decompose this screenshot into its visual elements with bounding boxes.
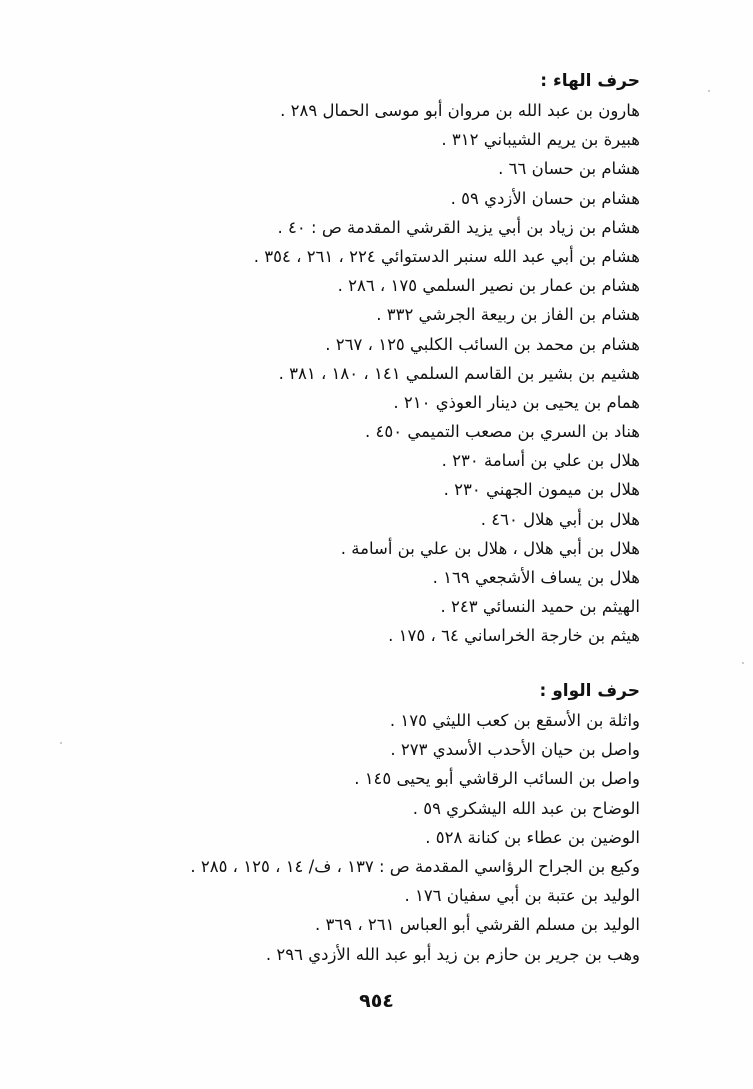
- index-entry: هناد بن السري بن مصعب التميمي ٤٥٠ .: [365, 422, 640, 442]
- index-entry: هلال بن أبي هلال ، هلال بن علي بن أسامة .: [340, 538, 640, 558]
- index-entry: الوليد بن عتبة بن أبي سفيان ١٧٦ .: [404, 886, 640, 906]
- index-entry: هشام بن حسان ٦٦ .: [498, 159, 640, 179]
- index-entry: هشام بن حسان الأزدي ٥٩ .: [450, 188, 640, 208]
- paper-speck: [742, 662, 744, 664]
- index-entry: هشام بن الفاز بن ربيعة الجرشي ٣٣٢ .: [376, 305, 640, 325]
- paper-speck: [60, 742, 62, 744]
- index-entry: الوليد بن مسلم القرشي أبو العباس ٢٦١ ، ٣٦٩ .: [314, 915, 640, 935]
- section-heading-waw: حرف الواو :: [539, 681, 640, 701]
- section-ha: [100, 66, 640, 651]
- index-entry: هشام بن أبي عبد الله سنبر الدستوائي ٢٢٤ ، ٢٦١ ، ٣٥٤ .: [253, 246, 640, 266]
- index-entry: هشام بن زياد بن أبي يزيد القرشي المقدمة ص : ٤٠ .: [277, 217, 640, 237]
- index-entry: واصل بن حيان الأحدب الأسدي ٢٧٣ .: [390, 740, 640, 760]
- index-entry: هيثم بن خارجة الخراساني ٦٤ ، ١٧٥ .: [388, 626, 640, 646]
- section-heading-ha: حرف الهاء :: [540, 71, 640, 91]
- index-entry: هلال بن ميمون الجهني ٢٣٠ .: [443, 480, 640, 500]
- index-entry: واثلة بن الأسقع بن كعب الليثي ١٧٥ .: [389, 711, 640, 730]
- index-entry: الوضين بن عطاء بن كنانة ٥٢٨ .: [425, 827, 640, 847]
- index-entry: هلال بن علي بن أسامة ٢٣٠ .: [441, 451, 640, 471]
- index-entry: همام بن يحيى بن دينار العوذي ٢١٠ .: [393, 392, 640, 412]
- section-waw: [100, 676, 640, 969]
- index-entry: هشام بن محمد بن السائب الكلبي ١٢٥ ، ٢٦٧ .: [325, 334, 640, 354]
- index-entry: هبيرة بن يريم الشيباني ٣١٢ .: [441, 130, 640, 150]
- index-entry: واصل بن السائب الرقاشي أبو يحيى ١٤٥ .: [354, 769, 640, 789]
- index-entry: الوضاح بن عبد الله اليشكري ٥٩ .: [412, 798, 640, 818]
- index-entry: هشام بن عمار بن نصير السلمي ١٧٥ ، ٢٨٦ .: [337, 276, 640, 296]
- index-entry: وكيع بن الجراح الرؤاسي المقدمة ص : ١٣٧ ، ف/ ١٤ ، ١٢٥ ، ٢٨٥ .: [190, 856, 640, 876]
- paper-speck: [708, 90, 710, 92]
- index-entry: هلال بن يساف الأشجعي ١٦٩ .: [432, 568, 640, 587]
- index-entry: الهيثم بن حميد النسائي ٢٤٣ .: [440, 597, 640, 617]
- index-entry: هارون بن عبد الله بن مروان أبو موسى الحمال ٢٨٩ .: [280, 101, 640, 120]
- page-number: ٩٥٤: [359, 990, 394, 1012]
- index-entry: هشيم بن بشير بن القاسم السلمي ١٤١ ، ١٨٠ ، ٣٨١ .: [278, 363, 640, 383]
- index-entry: وهب بن جرير بن حازم بن زيد أبو عبد الله الأزدي ٢٩٦ .: [265, 944, 640, 964]
- index-entry: هلال بن أبي هلال ٤٦٠ .: [480, 509, 640, 529]
